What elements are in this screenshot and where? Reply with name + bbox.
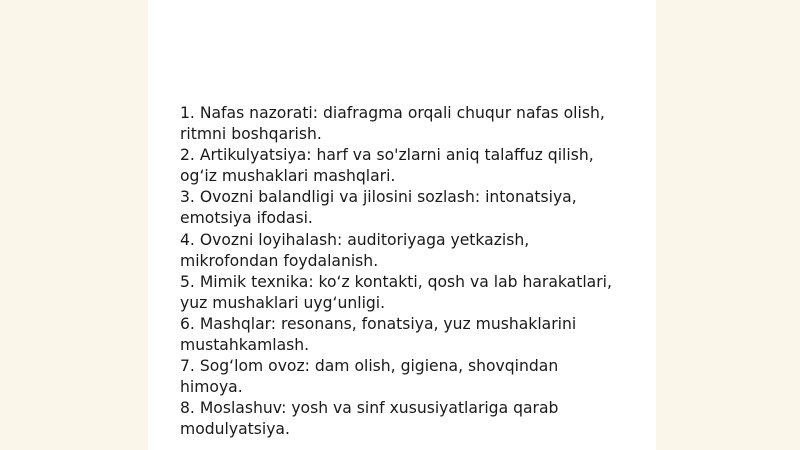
list-item: 7. Sog‘lom ovoz: dam olish, gigiena, shovqindan himoya. [180, 357, 559, 397]
list-item: 6. Mashqlar: resonans, fonatsiya, yuz mushaklarini mustahkamlash. [180, 314, 577, 355]
list-item: 8. Moslashuv: yosh va sinf xususiyatlariga qarab modulyatsiya. [180, 399, 559, 439]
list-item: 3. Ovozni balandligi va jilosini sozlash: intonatsiya, emotsiya ifodasi. [180, 188, 577, 228]
list-item: 1. Nafas nazorati: diafragma orqali chuqur nafas olish, ritmni boshqarish. [180, 104, 605, 144]
list-item: 5. Mimik texnika: ko‘z kontakti, qosh va lab harakatlari, yuz mushaklari uyg‘unligi. [180, 272, 612, 312]
numbered-list [180, 103, 620, 441]
list-item: 4. Ovozni loyihalash: auditoriyaga yetkazish, mikrofondan foydalanish. [180, 230, 530, 270]
list-item: 2. Artikulyatsiya: harf va so'zlarni aniq talaffuz qilish, og‘iz mushaklari mashqlari. [180, 146, 594, 186]
document-page [148, 0, 656, 450]
